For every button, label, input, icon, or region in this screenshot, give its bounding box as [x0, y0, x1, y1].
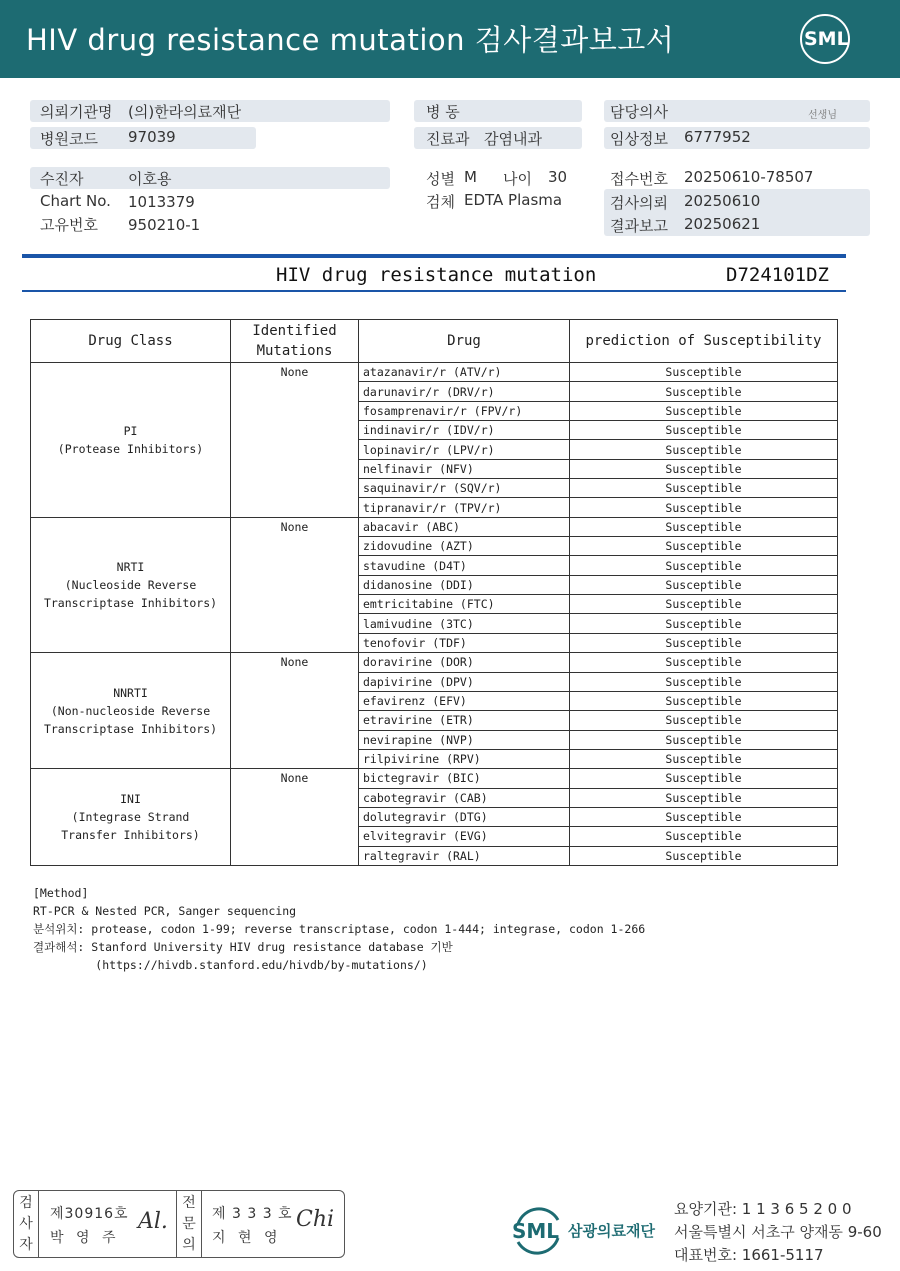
prediction-cell: Susceptible — [570, 363, 838, 382]
test-code: D724101DZ — [726, 264, 829, 286]
prediction-cell: Susceptible — [570, 421, 838, 440]
col-prediction: prediction of Susceptibility — [570, 320, 838, 363]
institution-label: 의뢰기관명 — [40, 103, 113, 121]
specialist-name: 지 현 영 — [212, 1230, 282, 1246]
prediction-cell: Susceptible — [570, 556, 838, 575]
test-name: HIV drug resistance mutation — [276, 264, 597, 286]
drug-cell: dapivirine (DPV) — [359, 672, 570, 691]
unique-no-value: 950210-1 — [128, 216, 201, 234]
prediction-cell: Susceptible — [570, 382, 838, 401]
table-row — [31, 653, 838, 672]
prediction-cell: Susceptible — [570, 517, 838, 536]
sex-value: M — [464, 168, 477, 186]
drug-class-line: INI — [120, 792, 141, 807]
prediction-cell: Susceptible — [570, 401, 838, 420]
unique-no-label: 고유번호 — [40, 216, 98, 234]
table-row — [31, 769, 838, 788]
drug-cell: stavudine (D4T) — [359, 556, 570, 575]
report-date-value: 20250621 — [684, 215, 761, 233]
chart-no-label: Chart No. — [40, 192, 111, 210]
col-drug: Drug — [359, 320, 570, 363]
results-body — [31, 363, 838, 866]
method-line: 결과해석: Stanford University HIV drug resistance database 기반 — [33, 940, 453, 954]
prediction-cell: Susceptible — [570, 672, 838, 691]
drug-class-line: PI — [123, 423, 138, 438]
prediction-cell: Susceptible — [570, 653, 838, 672]
mutations-cell: None — [231, 363, 359, 518]
prediction-cell: Susceptible — [570, 614, 838, 633]
sex-label: 성별 — [426, 170, 455, 188]
drug-cell: tipranavir/r (TPV/r) — [359, 498, 570, 517]
mutations-cell: None — [231, 653, 359, 769]
prediction-cell: Susceptible — [570, 769, 838, 788]
drug-cell: lamivudine (3TC) — [359, 614, 570, 633]
doctor-suffix: 선생님 — [808, 110, 837, 121]
drug-cell: nelfinavir (NFV) — [359, 459, 570, 478]
specialist-label-3: 의 — [182, 1237, 196, 1253]
drug-class-line: (Non-nucleoside Reverse — [50, 703, 211, 718]
drug-cell: emtricitabine (FTC) — [359, 595, 570, 614]
drug-cell: indinavir/r (IDV/r) — [359, 421, 570, 440]
table-row — [31, 517, 838, 536]
tester-label-2: 사 — [19, 1216, 33, 1232]
prediction-cell: Susceptible — [570, 711, 838, 730]
drug-class-line: NNRTI — [113, 685, 148, 700]
footer-org-name: 삼광의료재단 — [568, 1222, 655, 1240]
prediction-cell: Susceptible — [570, 479, 838, 498]
clinical-label: 임상정보 — [610, 130, 668, 148]
report-header — [0, 0, 900, 78]
drug-class-line: Transcriptase Inhibitors) — [43, 721, 218, 736]
drug-class-cell — [31, 363, 231, 518]
prediction-cell: Susceptible — [570, 807, 838, 826]
results-table — [30, 319, 838, 866]
drug-cell: atazanavir/r (ATV/r) — [359, 363, 570, 382]
specialist-label-1: 전 — [182, 1195, 196, 1211]
signature-box — [13, 1190, 345, 1258]
drug-cell: lopinavir/r (LPV/r) — [359, 440, 570, 459]
tester-label-cell — [14, 1191, 39, 1257]
drug-class-line: Transfer Inhibitors) — [61, 828, 200, 843]
logo-text: SML — [804, 28, 849, 50]
ward-label: 병 동 — [426, 103, 460, 121]
table-header-row — [31, 320, 838, 363]
prediction-cell: Susceptible — [570, 730, 838, 749]
specialist-signature: Chi — [296, 1207, 335, 1232]
age-value: 30 — [548, 168, 568, 186]
clinical-value: 6777952 — [684, 128, 751, 146]
method-section — [33, 884, 645, 974]
specialist-license: 제 3 3 3 호 — [212, 1206, 293, 1222]
drug-class-cell — [31, 769, 231, 866]
footer-address: 서울특별시 서초구 양재동 9-60 — [674, 1223, 882, 1241]
drug-class-line: Transcriptase Inhibitors) — [43, 595, 218, 610]
specimen-label: 검체 — [426, 193, 455, 211]
hospital-code-label: 병원코드 — [40, 130, 98, 148]
drug-class-line: (Integrase Strand — [71, 810, 190, 825]
drug-cell: cabotegravir (CAB) — [359, 788, 570, 807]
report-title: HIV drug resistance mutation 검사결과보고서 — [26, 23, 675, 57]
top-divider — [22, 254, 846, 258]
receipt-label: 접수번호 — [610, 170, 668, 188]
tester-label-3: 자 — [19, 1237, 33, 1253]
drug-cell: etravirine (ETR) — [359, 711, 570, 730]
institution-value: (의)한라의료재단 — [128, 103, 242, 121]
mutations-cell: None — [231, 517, 359, 652]
prediction-cell: Susceptible — [570, 691, 838, 710]
drug-cell: elvitegravir (EVG) — [359, 827, 570, 846]
prediction-cell: Susceptible — [570, 595, 838, 614]
request-label: 검사의뢰 — [610, 194, 668, 212]
prediction-cell: Susceptible — [570, 788, 838, 807]
drug-class-line: NRTI — [116, 559, 145, 574]
method-line: RT-PCR & Nested PCR, Sanger sequencing — [33, 904, 297, 918]
prediction-cell: Susceptible — [570, 537, 838, 556]
drug-cell: didanosine (DDI) — [359, 575, 570, 594]
specimen-value: EDTA Plasma — [464, 191, 563, 209]
specialist-label-cell — [176, 1191, 202, 1257]
prediction-cell: Susceptible — [570, 633, 838, 652]
prediction-cell: Susceptible — [570, 459, 838, 478]
footer-phone: 대표번호: 1661-5117 — [674, 1246, 824, 1264]
prediction-cell: Susceptible — [570, 575, 838, 594]
prediction-cell: Susceptible — [570, 440, 838, 459]
col-drug-class: Drug Class — [31, 320, 231, 363]
method-line: [Method] — [33, 886, 89, 900]
patient-label: 수진자 — [40, 170, 84, 188]
hospital-code-value: 97039 — [128, 128, 176, 146]
table-row — [31, 363, 838, 382]
tester-license: 제30916호 — [50, 1206, 129, 1222]
drug-cell: tenofovir (TDF) — [359, 633, 570, 652]
mutations-cell: None — [231, 769, 359, 866]
drug-cell: fosamprenavir/r (FPV/r) — [359, 401, 570, 420]
footer-logo-icon — [510, 1202, 566, 1258]
drug-class-line: (Protease Inhibitors) — [57, 441, 204, 456]
dept-value: 감염내과 — [484, 130, 542, 148]
drug-cell: doravirine (DOR) — [359, 653, 570, 672]
prediction-cell: Susceptible — [570, 498, 838, 517]
footer-logo-text: SML — [512, 1219, 560, 1243]
drug-cell: efavirenz (EFV) — [359, 691, 570, 710]
tester-label-1: 검 — [19, 1195, 33, 1211]
drug-cell: saquinavir/r (SQV/r) — [359, 479, 570, 498]
drug-cell: abacavir (ABC) — [359, 517, 570, 536]
prediction-cell: Susceptible — [570, 827, 838, 846]
drug-cell: rilpivirine (RPV) — [359, 749, 570, 768]
doctor-label: 담당의사 — [610, 103, 668, 121]
sml-logo — [800, 14, 850, 64]
drug-cell: raltegravir (RAL) — [359, 846, 570, 865]
prediction-cell: Susceptible — [570, 749, 838, 768]
tester-name: 박 영 주 — [50, 1230, 120, 1246]
footer-code: 요양기관: 1 1 3 6 5 2 0 0 — [674, 1200, 852, 1218]
bottom-divider — [22, 290, 846, 292]
drug-cell: nevirapine (NVP) — [359, 730, 570, 749]
footer-sml-logo — [510, 1202, 566, 1262]
drug-class-cell — [31, 653, 231, 769]
patient-value: 이호용 — [128, 170, 172, 188]
col-identified-mutations: Identified Mutations — [231, 320, 359, 363]
drug-cell: bictegravir (BIC) — [359, 769, 570, 788]
drug-class-cell — [31, 517, 231, 652]
tester-signature: Al. — [138, 1209, 168, 1234]
prediction-cell: Susceptible — [570, 846, 838, 865]
patient-bar — [30, 167, 390, 189]
drug-class-line: (Nucleoside Reverse — [64, 577, 197, 592]
dept-label: 진료과 — [426, 130, 470, 148]
drug-cell: dolutegravir (DTG) — [359, 807, 570, 826]
drug-cell: zidovudine (AZT) — [359, 537, 570, 556]
method-line: (https://hivdb.stanford.edu/hivdb/by-mutations/) — [33, 958, 428, 972]
request-value: 20250610 — [684, 192, 761, 210]
specialist-label-2: 문 — [182, 1216, 196, 1232]
chart-no-value: 1013379 — [128, 193, 195, 211]
drug-cell: darunavir/r (DRV/r) — [359, 382, 570, 401]
report-date-label: 결과보고 — [610, 217, 668, 235]
age-label: 나이 — [503, 170, 532, 188]
method-line: 분석위치: protease, codon 1-99; reverse transcriptase, codon 1-444; integrase, codon 1-266 — [33, 922, 646, 936]
receipt-value: 20250610-78507 — [684, 168, 814, 186]
